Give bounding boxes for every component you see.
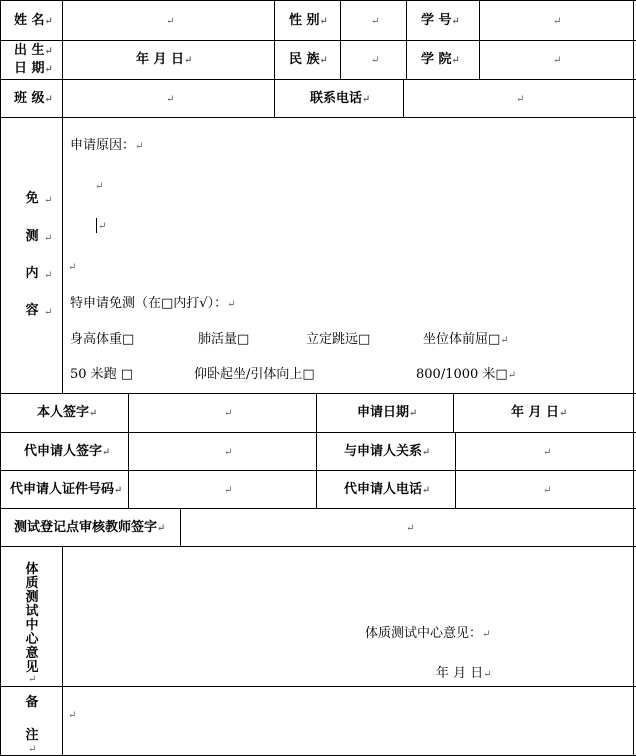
proxy-sign-label: 代申请人签字↵	[24, 444, 111, 459]
checkbox-height-weight[interactable]: 身高体重□	[70, 332, 135, 347]
remark-side-label-1: 备	[25, 695, 39, 710]
apply-date-field[interactable]: 年 月 日↵	[511, 405, 568, 420]
birth-label-line2: 日 期↵	[14, 61, 53, 76]
ethnic-label: 民 族↵	[289, 52, 328, 67]
teacher-sign-label: 测试登记点审核教师签字↵	[14, 520, 166, 535]
student-id-field[interactable]: ↵	[553, 16, 562, 27]
gender-label: 性 别↵	[289, 13, 328, 28]
teacher-sign-field[interactable]: ↵	[406, 523, 415, 534]
name-field[interactable]: ↵	[166, 16, 175, 27]
center-side-label-8: 见	[25, 660, 39, 675]
exempt-side-label-3: 内	[25, 266, 39, 281]
student-id-label: 学 号↵	[421, 13, 460, 28]
remark-side-label-2: 注	[25, 728, 39, 743]
center-side-label-1: 体	[25, 562, 39, 577]
proxy-phone-label: 代申请人电话↵	[344, 482, 431, 497]
self-sign-label: 本人签字↵	[37, 405, 98, 420]
checkbox-800-1000m[interactable]: 800/1000 米□↵	[416, 367, 517, 382]
checkbox-standing-jump[interactable]: 立定跳远□	[306, 332, 371, 347]
apply-date-label: 申请日期↵	[357, 405, 418, 420]
proxy-id-label: 代申请人证件号码↵	[10, 482, 123, 497]
checkbox-sit-reach[interactable]: 坐位体前屈□↵	[423, 332, 509, 347]
exempt-side-label-2: 测	[25, 229, 39, 244]
center-opinion-label: 体质测试中心意见：↵	[365, 626, 491, 641]
college-label: 学 院↵	[421, 52, 460, 67]
center-side-label-4: 试	[25, 604, 39, 619]
center-opinion-date[interactable]: 年 月 日↵	[436, 666, 492, 681]
name-label: 姓 名↵	[14, 13, 53, 28]
center-side-label-6: 心	[25, 632, 39, 647]
checkbox-vital-capacity[interactable]: 肺活量□	[198, 332, 250, 347]
center-side-label-7: 意	[25, 646, 39, 661]
proxy-id-field[interactable]: ↵	[224, 485, 233, 496]
proxy-phone-field[interactable]: ↵	[543, 485, 552, 496]
class-label: 班 级↵	[14, 91, 53, 106]
phone-label: 联系电话↵	[310, 91, 371, 106]
checkbox-situps-pullups[interactable]: 仰卧起坐/引体向上□	[194, 367, 315, 382]
gender-field[interactable]: ↵	[371, 16, 380, 27]
exempt-side-label-4: 容	[25, 303, 39, 318]
self-sign-field[interactable]: ↵	[224, 408, 233, 419]
center-side-label-3: 测	[25, 590, 39, 605]
center-side-label-5: 中	[25, 618, 39, 633]
relation-label: 与申请人关系↵	[344, 444, 431, 459]
phone-field[interactable]: ↵	[516, 94, 525, 105]
relation-field[interactable]: ↵	[543, 447, 552, 458]
center-side-label-2: 质	[25, 576, 39, 591]
exempt-side-label-1: 免	[25, 191, 39, 206]
reason-field[interactable]: ↵	[95, 181, 104, 192]
reason-label: 申请原因：↵	[70, 138, 144, 153]
birth-label-line1: 出 生↵	[14, 43, 53, 58]
remark-field[interactable]: ↵	[68, 710, 77, 721]
birth-date-field[interactable]: 年 月 日↵	[136, 52, 193, 67]
ethnic-field[interactable]: ↵	[371, 55, 380, 66]
proxy-sign-field[interactable]: ↵	[224, 447, 233, 458]
checkbox-50m-run[interactable]: 50 米跑 □	[70, 367, 134, 382]
class-field[interactable]: ↵	[166, 94, 175, 105]
college-field[interactable]: ↵	[553, 55, 562, 66]
text-cursor	[96, 218, 97, 233]
special-request-label: 特申请免测（在□内打√）：↵	[70, 296, 236, 311]
